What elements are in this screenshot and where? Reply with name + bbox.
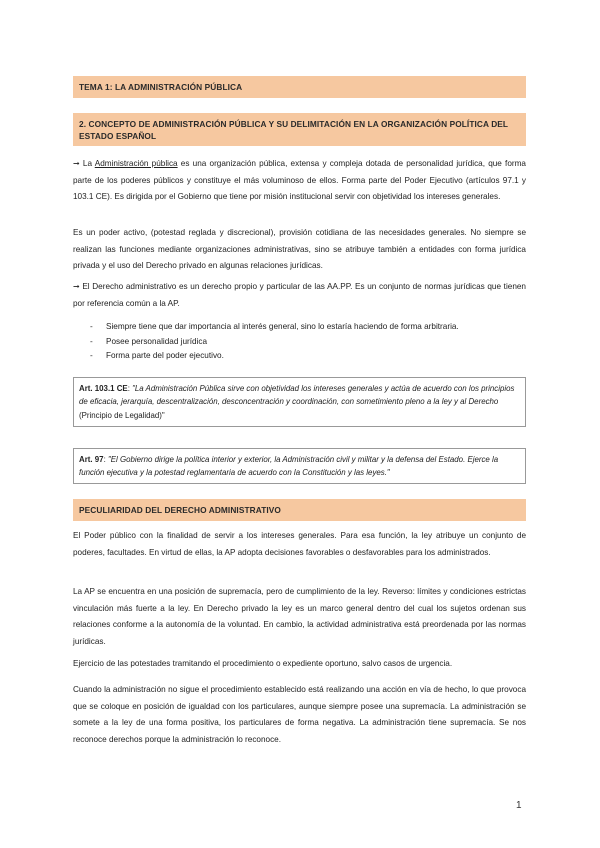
- arrow-icon: ➞: [73, 282, 80, 291]
- list-item: - Posee personalidad jurídica: [90, 336, 208, 346]
- heading-text: TEMA 1: LA ADMINISTRACIÓN PÚBLICA: [79, 82, 243, 92]
- list-item: - Forma parte del poder ejecutivo.: [90, 351, 224, 360]
- heading-text: PECULIARIDAD DEL DERECHO ADMINISTRATIVO: [79, 505, 281, 515]
- bullet-list: [90, 320, 520, 364]
- paragraph-supremacia: La AP se encuentra en una posición de supremacía, pero de cumplimiento de la ley. Reverso: límites y condiciones estrictas vinculación más fuerte a la ley. En Derecho privado la ley es un marco general dentro del cual los sujetos ordenan sus relaciones conforme a la autonomía de la voluntad. En cambio, la actividad administrativa está preordenada por las normas jurídicas.: [73, 587, 526, 646]
- paragraph-derecho-administrativo: ➞ El Derecho administrativo es un derecho propio y particular de las AA.PP. Es un conjunto de normas jurídicas que tienen por referencia común a la AP.: [73, 282, 526, 308]
- section-heading-peculiaridad: [73, 499, 526, 521]
- paragraph-poder-publico: El Poder público con la finalidad de servir a los intereses generales. Para esa función, la ley atribuye un conjunto de poderes, facultades. En virtud de ellas, la AP adopta decisiones favorables o desfavorables para los administrados.: [73, 531, 526, 557]
- heading-line-1: 2. CONCEPTO DE ADMINISTRACIÓN PÚBLICA Y SU DELIMITACIÓN EN LA ORGANIZACIÓN POLÍTICA DEL: [79, 119, 509, 129]
- arrow-icon: ➞: [73, 159, 80, 168]
- paragraph-admin-publica: ➞ La Administración pública es una organización pública, extensa y compleja dotada de personalidad jurídica, que forma parte de los poderes públicos y constituye el más voluminoso de ellos. Forma parte del Poder Ejecutivo (artículos 97.1 y 103.1 CE). Es dirigida por el Gobierno que tiene por misión institucional servir con objetividad los intereses generales.: [73, 159, 526, 202]
- section-heading-tema1: [73, 76, 526, 98]
- paragraph-poder-activo: Es un poder activo, (potestad reglada y discrecional), provisión cotidiana de las necesidades generales. No siempre se realizan las funciones mediante organizaciones administrativas, sino se atribuye también a entidades con forma jurídica privada y el uso del Derecho privado en algunas relaciones jurídicas.: [73, 228, 526, 271]
- paragraph-via-de-hecho: Cuando la administración no sigue el procedimiento establecido está realizando una acción en vía de hecho, lo que provoca que se coloque en posición de igualdad con los particulares, aunque siempre posee una supremacía. La administración se somete a la ley de una forma positiva, los particulares de forma negativa. La administración tiene supremacía. Se nos reconoce derechos porque la administración lo reconoce.: [73, 685, 526, 744]
- paragraph-potestades: Ejercicio de las potestades tramitando el procedimiento o expediente oportuno, salvo casos de urgencia.: [73, 659, 453, 668]
- section-heading-concepto: [73, 113, 526, 146]
- page-number: 1: [516, 800, 522, 811]
- quote-box-art-103: Art. 103.1 CE: "La Administración Pública sirve con objetividad los intereses generales y actúa de acuerdo con los principios de eficacia, jerarquía, descentralización, desconcentración y coordinación, con sometimiento pleno a la ley y al Derecho (Principio de Legalidad)": [73, 377, 526, 427]
- underlined-term: Administración pública: [94, 159, 178, 168]
- heading-line-2: ESTADO ESPAÑOL: [79, 131, 157, 141]
- list-item: - Siempre tiene que dar importancia al interés general, sino lo estaría haciendo de forma arbitraria.: [90, 322, 459, 331]
- quote-box-art-97: Art. 97: "El Gobierno dirige la política interior y exterior, la Administración civil y militar y la defensa del Estado. Ejerce la función ejecutiva y la potestad reglamentaria de acuerdo con la Constitución y las leyes.": [73, 448, 526, 484]
